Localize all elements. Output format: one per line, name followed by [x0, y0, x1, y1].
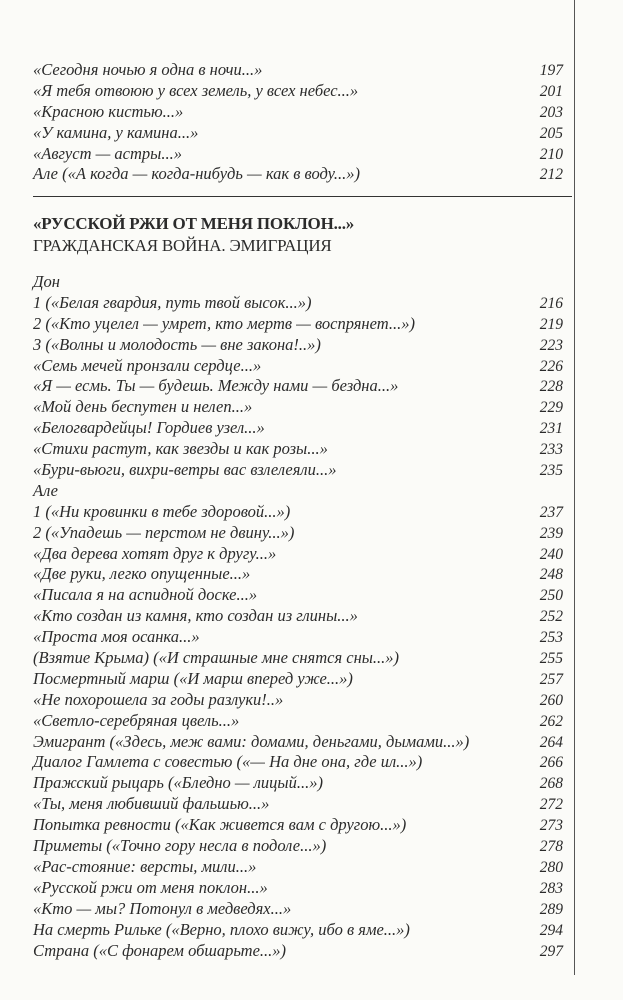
entry-page-number: 210 — [539, 145, 563, 163]
entry-title: На смерть Рильке («Верно, плохо вижу, ибо в яме...») — [33, 919, 410, 939]
entry-title: «Август — астры...» — [33, 143, 182, 163]
entry-title: «Я — есмь. Ты — будешь. Между нами — бездна...» — [33, 376, 399, 396]
toc-entry — [33, 627, 563, 648]
entry-page-number: 203 — [539, 103, 563, 121]
toc-entry — [33, 711, 563, 732]
toc-entry — [33, 606, 563, 627]
entry-page-number: 255 — [539, 650, 563, 668]
entry-page-number: 235 — [539, 462, 563, 480]
toc-subheading — [33, 272, 563, 293]
entry-page-number: 201 — [539, 82, 563, 100]
toc-entry — [33, 669, 563, 690]
entry-page-number: 216 — [539, 294, 563, 312]
toc-entry — [33, 857, 563, 878]
toc-entry — [33, 123, 563, 144]
entry-page-number: 219 — [539, 315, 563, 333]
entry-title: «Бури-вьюги, вихри-ветры вас взлелеяли...» — [33, 460, 337, 480]
section-subtitle: ГРАЖДАНСКАЯ ВОЙНА. ЭМИГРАЦИЯ — [33, 236, 332, 255]
entry-page-number: 253 — [539, 629, 563, 647]
entry-page-number: 268 — [539, 775, 563, 793]
entry-page-number: 229 — [539, 399, 563, 417]
entry-title: «Мой день беспутен и нелеп...» — [33, 397, 253, 417]
entry-page-number: 264 — [539, 733, 563, 751]
toc-entry — [33, 690, 563, 711]
toc-entry — [33, 752, 563, 773]
entry-page-number: 231 — [539, 420, 563, 438]
entry-page-number: 257 — [539, 670, 563, 688]
entry-title: «Русской ржи от меня поклон...» — [33, 877, 268, 897]
entry-title: Дон — [33, 272, 60, 291]
toc-subheading — [33, 481, 563, 502]
toc-section-list — [33, 272, 563, 961]
toc-entry — [33, 102, 563, 123]
entry-page-number: 297 — [539, 942, 563, 960]
entry-title: «Светло-серебряная цвель...» — [33, 710, 240, 730]
toc-entry — [33, 397, 563, 418]
section-title: «РУССКОЙ РЖИ ОТ МЕНЯ ПОКЛОН...» — [33, 214, 355, 233]
toc-entry — [33, 60, 563, 81]
entry-title: Страна («С фонарем обшарьте...») — [33, 940, 287, 960]
entry-title: Приметы («Точно гору несла в подоле...») — [33, 836, 327, 856]
entry-page-number: 237 — [539, 503, 563, 521]
entry-page-number: 226 — [539, 357, 563, 375]
entry-title: 3 («Волны и молодость — вне закона!..») — [33, 334, 321, 354]
entry-page-number: 197 — [539, 62, 563, 79]
entry-title: 1 («Белая гвардия, путь твой высок...») — [33, 292, 312, 312]
toc-entry — [33, 941, 563, 962]
toc-entry — [33, 585, 563, 606]
entry-title: «Семь мечей пронзали сердце...» — [33, 355, 262, 375]
toc-entry — [33, 815, 563, 836]
entry-title: «Писала я на аспидной доске...» — [33, 585, 258, 605]
toc-entry — [33, 732, 563, 753]
entry-page-number: 212 — [539, 166, 563, 184]
entry-page-number: 240 — [539, 545, 563, 563]
entry-title: «Не похорошела за годы разлуки!..» — [33, 689, 284, 709]
toc-entry — [33, 418, 563, 439]
toc-entry — [33, 544, 563, 565]
entry-title: «Ты, меня любивший фальшью...» — [33, 794, 270, 814]
entry-title: Посмертный марш («И марш вперед уже...») — [33, 668, 353, 688]
entry-title: «Два дерева хотят друг к другу...» — [33, 543, 277, 563]
entry-title: 1 («Ни кровинки в тебе здоровой...») — [33, 501, 291, 521]
toc-entry — [33, 81, 563, 102]
entry-title: 2 («Упадешь — перстом не двину...») — [33, 522, 295, 542]
page-gutter-line — [574, 0, 575, 975]
entry-page-number: 239 — [539, 524, 563, 542]
entry-title: «Красною кистью...» — [33, 101, 184, 121]
section-divider — [33, 196, 572, 197]
toc-entry — [33, 648, 563, 669]
toc-entry — [33, 439, 563, 460]
entry-title: «Сегодня ночью я одна в ночи...» — [33, 60, 263, 79]
entry-page-number: 272 — [539, 796, 563, 814]
toc-entry — [33, 564, 563, 585]
entry-title: «Рас-стояние: версты, мили...» — [33, 856, 257, 876]
toc-entry — [33, 356, 563, 377]
entry-page-number: 283 — [539, 879, 563, 897]
entry-title: 2 («Кто уцелел — умрет, кто мертв — воспрянет...») — [33, 313, 415, 333]
entry-title: «Белогвардейцы! Гордиев узел...» — [33, 418, 265, 438]
entry-page-number: 248 — [539, 566, 563, 584]
toc-entry — [33, 460, 563, 481]
entry-page-number: 223 — [539, 336, 563, 354]
entry-page-number: 233 — [539, 441, 563, 459]
entry-title: «Кто создан из камня, кто создан из глины...» — [33, 606, 358, 626]
entry-title: (Взятие Крыма) («И страшные мне снятся сны...») — [33, 648, 400, 668]
entry-title: Попытка ревности («Как живется вам с другою...») — [33, 815, 407, 835]
toc-entry — [33, 164, 563, 185]
entry-title: «Две руки, легко опущенные...» — [33, 564, 251, 584]
entry-title: «Я тебя отвоюю у всех земель, у всех небес...» — [33, 80, 359, 100]
entry-page-number: 205 — [539, 124, 563, 142]
entry-page-number: 273 — [539, 817, 563, 835]
entry-page-number: 228 — [539, 378, 563, 396]
toc-entry — [33, 502, 563, 523]
toc-entry — [33, 144, 563, 165]
entry-page-number: 294 — [539, 921, 563, 939]
entry-title: Эмигрант («Здесь, меж вами: домами, деньгами, дымами...») — [33, 731, 470, 751]
entry-title: Пражский рыцарь («Бледно — лицый...») — [33, 773, 323, 793]
toc-entry — [33, 878, 563, 899]
toc-entry — [33, 836, 563, 857]
entry-page-number: 280 — [539, 858, 563, 876]
toc-entry — [33, 794, 563, 815]
toc-entry — [33, 920, 563, 941]
entry-page-number: 250 — [539, 587, 563, 605]
entry-title: Але («А когда — когда-нибудь — как в воду...») — [33, 164, 361, 184]
entry-page-number: 278 — [539, 838, 563, 856]
toc-entry — [33, 376, 563, 397]
entry-page-number: 260 — [539, 691, 563, 709]
entry-page-number: 262 — [539, 712, 563, 730]
entry-title: Диалог Гамлета с совестью («— На дне она, где ил...») — [33, 752, 423, 772]
toc-entry — [33, 773, 563, 794]
toc-top-list — [33, 60, 563, 185]
toc-entry — [33, 293, 563, 314]
toc-entry — [33, 523, 563, 544]
entry-page-number: 252 — [539, 608, 563, 626]
entry-title: Але — [33, 480, 59, 500]
entry-title: «У камина, у камина...» — [33, 122, 199, 142]
toc-entry — [33, 314, 563, 335]
entry-title: «Стихи растут, как звезды и как розы...» — [33, 439, 328, 459]
toc-entry — [33, 335, 563, 356]
entry-page-number: 289 — [539, 900, 563, 918]
entry-page-number: 266 — [539, 754, 563, 772]
toc-entry — [33, 899, 563, 920]
entry-title: «Проста моя осанка...» — [33, 627, 200, 647]
entry-title: «Кто — мы? Потонул в медведях...» — [33, 898, 292, 918]
